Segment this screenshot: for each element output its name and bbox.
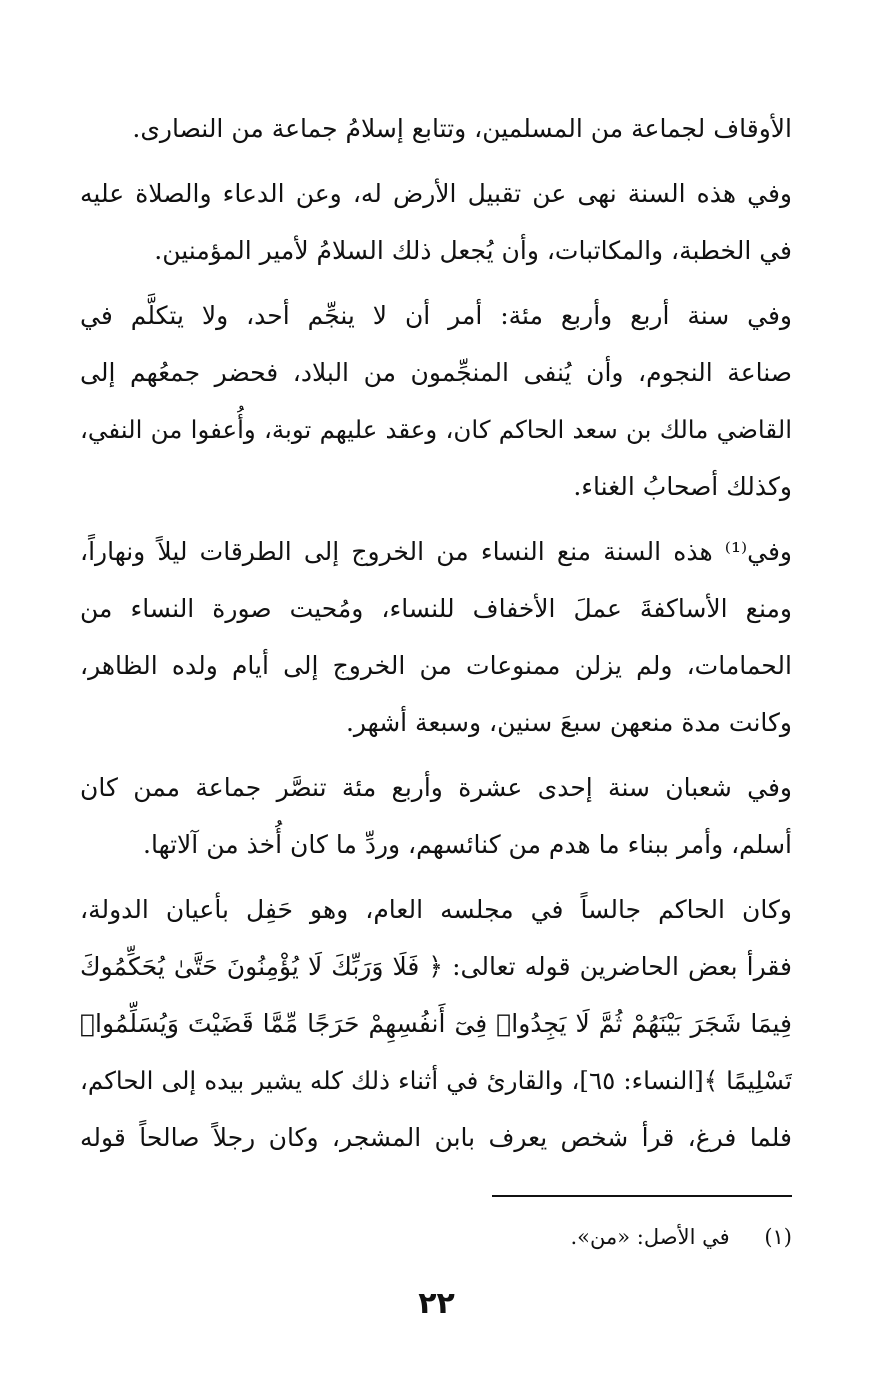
text-line: القاضي مالك بن سعد الحاكم كان، وعقد عليهم توبة، وأُعفوا من النفي، [80,415,792,444]
text-line: وكان الحاكم جالساً في مجلسه العام، وهو حَفِل بأعيان الدولة، [80,895,792,924]
page-body [80,100,792,1166]
text-line: وفي هذه السنة نهى عن تقبيل الأرض له، وعن الدعاء والصلاة عليه [80,179,792,208]
text-line: وفي سنة أربع وأربع مئة: أمر أن لا ينجِّم أحد، ولا يتكلَّم في [80,301,792,330]
quran-verse-line: تَسْلِيمًا ﴾[النساء: ٦٥]، والقارئ في أثناء ذلك كله يشير بيده إلى الحاكم، [80,1066,792,1095]
text-line: وكانت مدة منعهن سبعَ سنين، وسبعة أشهر. [345,708,792,737]
paragraph-2 [80,165,792,279]
paragraph-3 [80,287,792,515]
text-line: الحمامات، ولم يزلن ممنوعات من الخروج إلى أيام ولده الظاهر، [80,651,792,680]
text-line: فلما فرغ، قرأ شخص يعرف بابن المشجر، وكان رجلاً صالحاً قوله [80,1123,792,1152]
paragraph-4 [80,523,792,751]
text-line: ومنع الأساكفةَ عملَ الأخفاف للنساء، ومُحيت صورة النساء من [80,594,792,623]
text-line: أسلم، وأمر ببناء ما هدم من كنائسهم، وردِّ ما كان أُخذ من آلاتها. [143,830,792,859]
footnote-separator [492,1195,792,1197]
paragraph-5 [80,759,792,873]
text-line: وكذلك أصحابُ الغناء. [573,472,792,501]
footnote-text: في الأصل: «من». [570,1225,730,1249]
text-line: الأوقاف لجماعة من المسلمين، وتتابع إسلامُ جماعة من النصارى. [132,114,792,143]
quran-verse-line: فِيمَا شَجَرَ بَيْنَهُمْ ثُمَّ لَا يَجِدُوا۟ فِىٓ أَنفُسِهِمْ حَرَجًا مِّمَّا قَضَيْتَ وَيُسَلِّمُوا۟ [80,1009,792,1038]
text-line: وفي⁽¹⁾ هذه السنة منع النساء من الخروج إلى الطرقات ليلاً ونهاراً، [80,537,792,566]
footnote [400,1222,792,1252]
paragraph-6 [80,881,792,1166]
text-line: وفي شعبان سنة إحدى عشرة وأربع مئة تنصَّر جماعة ممن كان [80,773,792,802]
quran-verse-line: فقرأ بعض الحاضرين قوله تعالى: ﴿ فَلَا وَرَبِّكَ لَا يُؤْمِنُونَ حَتَّىٰ يُحَكِّمُوكَ [80,952,792,981]
page-number: ٢٢ [418,1286,455,1321]
footnote-number: (١) [764,1225,792,1249]
text-line: صناعة النجوم، وأن يُنفى المنجِّمون من البلاد، فحضر جمعُهم إلى [80,358,792,387]
text-line: في الخطبة، والمكاتبات، وأن يُجعل ذلك السلامُ لأمير المؤمنين. [154,236,792,265]
paragraph-1 [80,100,792,157]
